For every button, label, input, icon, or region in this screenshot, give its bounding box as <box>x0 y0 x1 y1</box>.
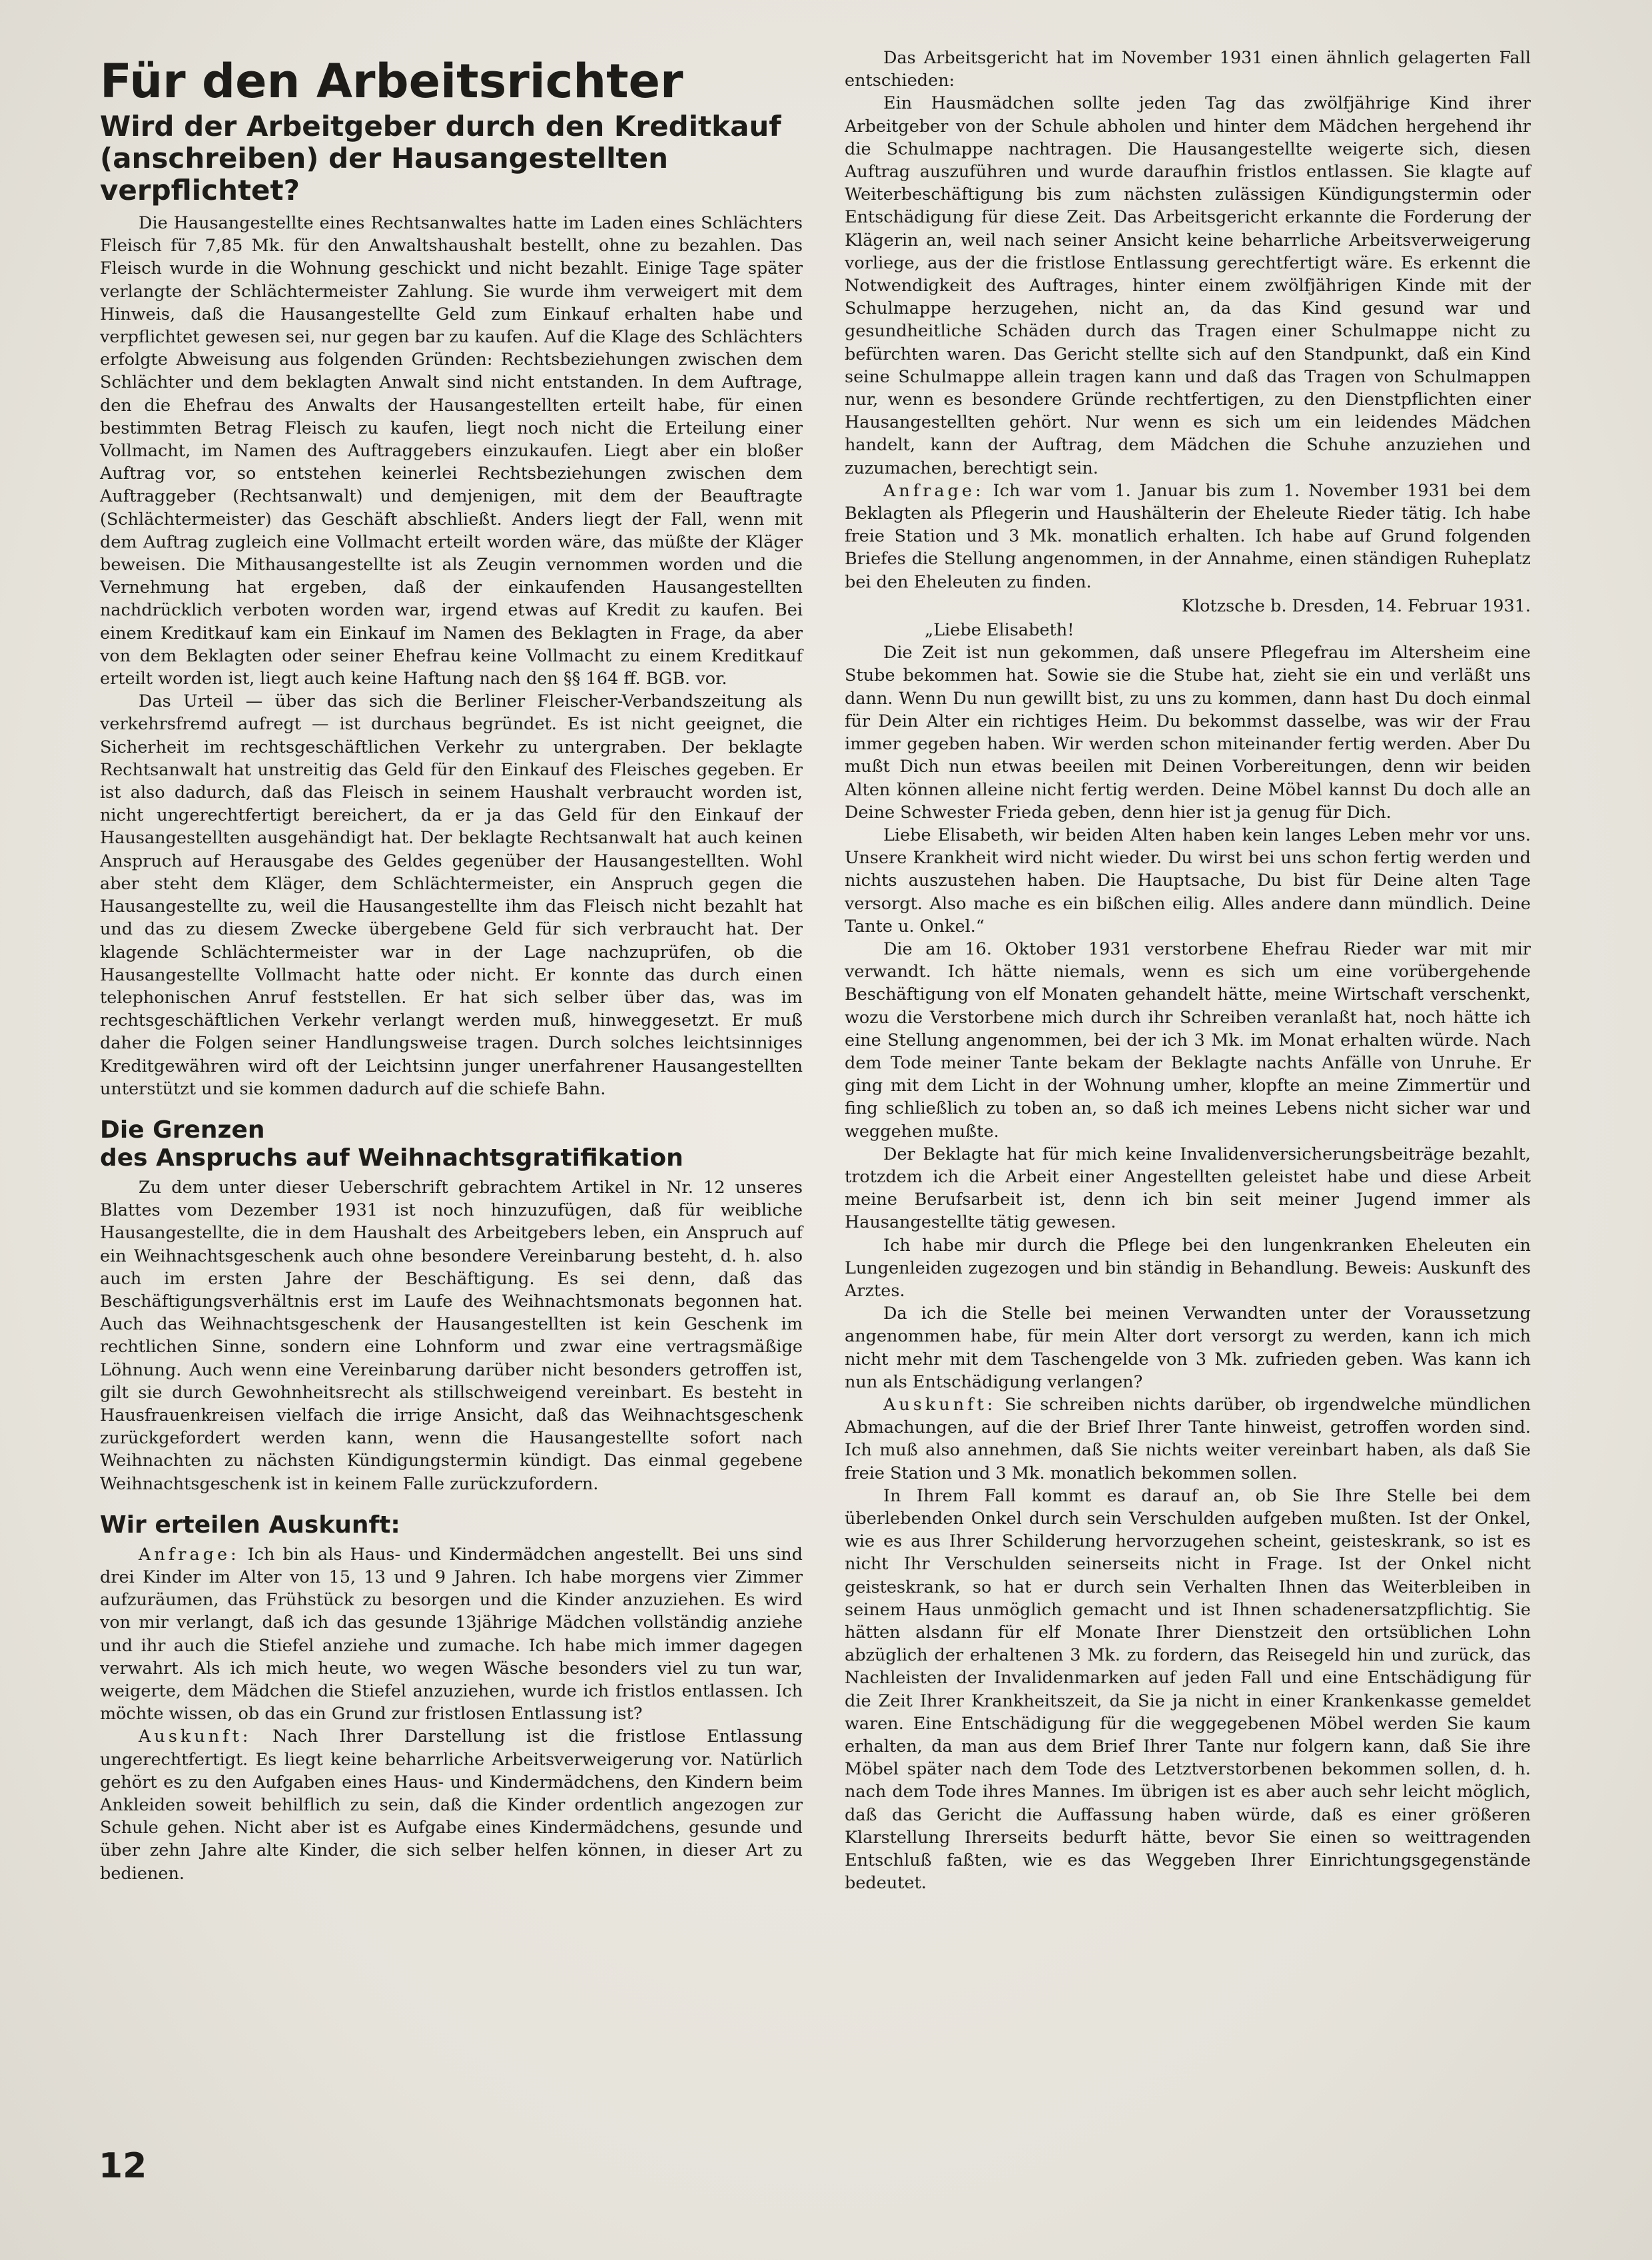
right-paragraph-7: In Ihrem Fall kommt es darauf an, ob Sie Ihre Stelle bei dem überlebenden Onkel durch sein Verschulden aufgeben mußten. Ist der Onkel, wie es aus Ihrer Schilderung hervorzugehen scheint, geisteskrank, so ist es nicht Ihr Verschulden seinerseits nicht in Frage. Ist der Onkel nicht geisteskrank, so hat er durch sein Verhalten Ihnen das Weiterbleiben in seinem Haus unmöglich gemacht und ist Ihnen schadenersatzpflichtig. Sie hätten alsdann für elf Monate Ihrer Dienstzeit den ortsüblichen Lohn abzüglich der erhaltenen 3 Mk. zu fordern, das Reisegeld hin und zurück, das Nachleisten der Invalidenmarken auf jeden Fall und eine Entschädigung für die Zeit Ihrer Krankheitszeit, da Sie ja nicht in einer Krankenkasse gemeldet waren. Eine Entschädigung für die weggegebenen Möbel werden Sie kaum erhalten, da man aus dem Brief Ihrer Tante nur folgern kann, daß Sie ihre Möbel später nach dem Tode des Letztverstorbenen bekommen sollen, d. h. nach dem Tode ihres Mannes. Im übrigen ist es aber auch sehr leicht möglich, daß das Gericht die Auffassung haben würde, daß es einer größeren Klarstellung Ihrerseits bedurft hätte, bevor Sie einen so weittragenden Entschluß faßten, wie es das Weggeben Ihrer Einrichtungsgegenstände bedeutet. <box>845 1485 1531 1894</box>
letter-paragraph-2: Liebe Elisabeth, wir beiden Alten haben kein langes Leben mehr vor uns. Unsere Krankheit wird nicht wieder. Du wirst bei uns schon fertig werden und nichts auszustehen haben. Die Hauptsache, Du bist für Deine alten Tage versorgt. Also mache es ein bißchen eilig. Alles andere dann mündlich. Deine Tante u. Onkel.“ <box>845 825 1531 937</box>
right-paragraph-3: Die am 16. Oktober 1931 verstorbene Ehefrau Rieder war mit mir verwandt. Ich hätte niemals, wenn es sich um eine vorübergehende Beschäftigung von elf Monaten gehandelt hätte, meine Wirtschaft verschenkt, wozu die Verstorbene mich durch ihr Schreiben veranlaßt hat, noch hätte ich eine Stellung angenommen, bei der ich 3 Mk. im Monat erhalten würde. Nach dem Tode meiner Tante bekam der Beklagte nachts Anfälle von Unruhe. Er ging mit dem Licht in der Wohnung umher, klopfte an meine Zimmertür und fing schließlich zu toben an, so daß ich meines Lebens nicht sicher war und weggehen mußte. <box>845 939 1531 1142</box>
question-label: Anfrage: <box>139 1544 240 1565</box>
question-text: Ich bin als Haus- und Kindermädchen angestellt. Bei uns sind drei Kinder im Alter von 15, 13 und 9 Jahren. Ich habe morgens vier Zimmer aufzuräumen, das Frühstück zu besorgen und die Kinder anzuziehen. Es wird von mir verlangt, daß ich das gesunde 13jährige Mädchen vollständig anziehe und ihr auch die Stiefel anziehe und zumache. Ich habe mich immer dagegen verwahrt. Als ich mich heute, wo wegen Wäsche besonders viel zu tun war, weigerte, dem Mädchen die Stiefel anzuziehen, wurde ich fristlos entlassen. Ich möchte wissen, ob das ein Grund zur fristlosen Entlassung ist? <box>100 1544 803 1724</box>
right-paragraph-6: Da ich die Stelle bei meinen Verwandten unter der Voraussetzung angenommen habe, für mein Alter dort versorgt zu werden, kann ich mich nicht mehr mit dem Taschengelde von 3 Mk. zufrieden geben. Was kann ich nun als Entschädigung verlangen? <box>845 1304 1531 1392</box>
article-paragraph-1: Die Hausangestellte eines Rechtsanwaltes hatte im Laden eines Schlächters Fleisch für 7,85 Mk. für den Anwaltshaushalt bestellt, ohne zu bezahlen. Das Fleisch wurde in die Wohnung geschickt und nicht bezahlt. Einige Tage später verlangte der Schlächtermeister Zahlung. Sie wurde ihm verweigert mit dem Hinweis, daß die Hausangestellte Geld zum Einkauf erhalten habe und verpflichtet gewesen sei, nur gegen bar zu kaufen. Auf die Klage des Schlächters erfolgte Abweisung aus folgenden Gründen: Rechtsbeziehungen zwischen dem Schlächter und dem beklagten Anwalt sind nicht entstanden. In dem Auftrage, den die Ehefrau des Anwalts der Hausangestellten erteilt habe, für einen bestimmten Betrag Fleisch zu kaufen, liegt noch nicht die Erteilung einer Vollmacht, im Namen des Auftraggebers einzukaufen. Liegt aber ein bloßer Auftrag vor, so entstehen keinerlei Rechtsbeziehungen zwischen dem Auftraggeber (Rechtsanwalt) und demjenigen, mit dem der Beauftragte (Schlächtermeister) das Geschäft abschließt. Anders liegt der Fall, wenn mit dem Auftrag zugleich eine Vollmacht erteilt worden wäre, das müßte der Kläger beweisen. Die Mithausangestellte ist als Zeugin vernommen worden und die Vernehmung hat ergeben, daß der einkaufenden Hausangestellten nachdrücklich verboten worden war, irgend etwas auf Kredit zu kaufen. Bei einem Kreditkauf kam ein Einkauf im Namen des Beklagten in Frage, da aber von dem Beklagten oder seiner Ehefrau keine Vollmacht zu einem Kreditkauf erteilt worden ist, liegt auch keine Haftung nach den §§ 164 ff. BGB. vor. <box>100 213 803 689</box>
answer-text: Nach Ihrer Darstellung ist die fristlose Entlassung ungerechtfertigt. Es liegt keine beharrliche Arbeitsverweigerung vor. Natürlich gehört es zu den Aufgaben eines Haus- und Kindermädchens, den Kindern beim Ankleiden soweit behilflich zu sein, daß die Kinder ordentlich angezogen zur Schule gehen. Nicht aber ist es Aufgabe eines Kindermädchens, gesunde und über zehn Jahre alte Kinder, die sich selber helfen können, in dieser Art zu bedienen. <box>100 1726 803 1884</box>
section-title-line-1: Die Grenzen <box>100 1116 265 1144</box>
right-paragraph-5: Ich habe mir durch die Pflege bei den lungenkranken Eheleuten ein Lungenleiden zugezogen und bin ständig in Behandlung. Beweis: Auskunft des Arztes. <box>845 1235 1531 1301</box>
right-paragraph-2: Ein Hausmädchen sollte jeden Tag das zwölfjährige Kind ihrer Arbeitgeber von der Schule abholen und hinter dem Mädchen hergehend ihr die Schulmappe nachtragen. Die Hausangestellte weigerte sich, diesen Auftrag auszuführen und wurde daraufhin fristlos entlassen. Sie klagte auf Weiterbeschäftigung bis zum nächsten zulässigen Kündigungstermin oder Entschädigung für diese Zeit. Das Arbeitsgericht erkannte die Forderung der Klägerin an, weil nach seiner Ansicht keine beharrliche Arbeitsverweigerung vorliege, aus der die fristlose Entlassung gerechtfertigt wäre. Es erkennt die Notwendigkeit des Auftrages, hinter einem zwölfjährigen Kinde mit der Schulmappe herzugehen, nicht an, da das Kind gesund war und gesundheitliche Schäden durch das Tragen einer Schulmappe nicht zu befürchten waren. Das Gericht stellte sich auf den Standpunkt, daß ein Kind seine Schulmappe allein tragen kann und daß das Tragen von Schulmappen nur, wenn es besondere Gründe rechtfertigen, zu den Dienstpflichten einer Hausangestellten gehört. Nur wenn es sich um ein leidendes Mädchen handelt, kann der Auftrag, dem Mädchen die Schuhe anzuziehen und zuzumachen, berechtigt sein. <box>845 93 1531 478</box>
answer-1 <box>100 1725 803 1884</box>
section-title-auskunft: Wir erteilen Auskunft: <box>100 1511 400 1539</box>
question-label: Anfrage: <box>883 480 985 501</box>
section-title-line-2: des Anspruchs auf Weihnachtsgratifikation <box>100 1144 683 1172</box>
right-paragraph-1: Das Arbeitsgericht hat im November 1931 einen ähnlich gelagerten Fall entschieden: <box>845 48 1531 91</box>
letter-paragraph-1: Die Zeit ist nun gekommen, daß unsere Pflegefrau im Altersheim eine Stube bekommen hat. Sowie sie die Stube hat, zieht sie ein und verläßt uns dann. Wenn Du nun gewillt bist, zu uns zu kommen, dann hast Du doch einmal für Dein Alter ein richtiges Heim. Du bekommst dasselbe, was wir der Frau immer gegeben haben. Wir werden schon miteinander fertig werden. Aber Du mußt Dich nun etwas beeilen mit Deinen Vorbereitungen, denn wir beiden Alten können alleine nicht fertig werden. Deine Möbel kannst Du doch alle an Deine Schwester Frieda geben, denn hier ist ja genug für Dich. <box>845 643 1531 823</box>
question-1 <box>100 1543 803 1726</box>
question-2 <box>845 480 1531 593</box>
right-paragraph-4: Der Beklagte hat für mich keine Invalidenversicherungsbeiträge bezahlt, trotzdem ich die Arbeit einer Angestellten geleistet habe und diese Arbeit meine Berufsarbeit ist, denn ich bin seit meiner Jugend immer als Hausangestellte tätig gewesen. <box>845 1144 1531 1233</box>
answer-text: Sie schreiben nichts darüber, ob irgendwelche mündlichen Abmachungen, auf die der Brief Ihrer Tante hinweist, getroffen worden sind. Ich muß also annehmen, daß Sie nichts weiter vereinbart haben, als daß Sie freie Station und 3 Mk. monatlich bekommen sollen. <box>845 1394 1531 1483</box>
left-column <box>100 47 803 1885</box>
answer-label: Auskunft: <box>139 1726 252 1747</box>
page-number: 12 <box>99 2146 147 2186</box>
letter-salutation: „Liebe Elisabeth! <box>925 620 1074 641</box>
answer-2 <box>845 1393 1531 1485</box>
answer-label: Auskunft: <box>883 1394 997 1415</box>
question-text: Ich war vom 1. Januar bis zum 1. November 1931 bei dem Beklagten als Pflegerin und Haushälterin der Eheleute Rieder tätig. Ich habe freie Station und 3 Mk. monatlich erhalten. Ich habe auf Grund folgenden Briefes die Stellung angenommen, in der Annahme, einen ständigen Ruheplatz bei den Eheleuten zu finden. <box>845 480 1531 592</box>
article-subtitle: Wird der Arbeitgeber durch den Kreditkauf (anschreiben) der Hausangestellten verpflichtet? <box>100 110 781 206</box>
article-paragraph-2: Das Urteil — über das sich die Berliner Fleischer-Verbandszeitung als verkehrsfremd aufregt — ist durchaus begründet. Es ist nicht geeignet, die Sicherheit im rechtsgeschäftlichen Verkehr zu untergraben. Der beklagte Rechtsanwalt hat unstreitig das Geld für den Einkauf des Fleisches gegeben. Er ist also dadurch, daß das Fleisch in seinem Haushalt verbraucht worden ist, nicht ungerechtfertigt bereichert, da er ja das Geld für den Einkauf der Hausangestellten ausgehändigt hat. Der beklagte Rechtsanwalt hat auch keinen Anspruch auf Herausgabe des Geldes gegenüber der Hausangestellten. Wohl aber steht dem Kläger, dem Schlächtermeister, ein Anspruch gegen die Hausangestellte zu, weil die Hausangestellte ihm das Fleisch nicht bezahlt hat und das zu diesem Zwecke übergebene Geld für sich verbraucht hat. Der klagende Schlächtermeister war in der Lage nachzuprüfen, ob die Hausangestellte Vollmacht hatte oder nicht. Er konnte das durch einen telephonischen Anruf feststellen. Er hat sich selber über das, was im rechtsgeschäftlichen Verkehr verlangt werden muß, hinweggesetzt. Er muß daher die Folgen seiner Handlungsweise tragen. Durch solches leichtsinniges Kreditgewähren wird oft der Leichtsinn junger unerfahrener Hausangestellten unterstützt und sie kommen dadurch auf die schiefe Bahn. <box>100 691 803 1099</box>
right-column <box>845 47 1531 1894</box>
section2-paragraph: Zu dem unter dieser Ueberschrift gebrachtem Artikel in Nr. 12 unseres Blattes vom Dezember 1931 ist noch hinzuzufügen, daß für weibliche Hausangestellte, die in dem Haushalt des Arbeitgebers leben, ein Anspruch auf ein Weihnachtsgeschenk auch ohne besondere Vereinbarung besteht, d. h. also auch im ersten Jahre der Beschäftigung. Es sei denn, daß das Beschäftigungsverhältnis erst im Laufe des Weihnachtsmonats begonnen hat. Auch das Weihnachtsgeschenk der Hausangestellten ist kein Geschenk im rechtlichen Sinne, sondern eine Lohnform und zwar eine vertragsmäßige Löhnung. Auch wenn eine Vereinbarung darüber nicht besonders getroffen ist, gilt sie durch Gewohnheitsrecht als stillschweigend vereinbart. Es besteht in Hausfrauenkreisen vielfach die irrige Ansicht, daß das Weihnachtsgeschenk zurückgefordert werden kann, wenn die Hausangestellte sofort nach Weihnachten zu nächsten Kündigungstermin kündigt. Das einmal gegebene Weihnachtsgeschenk ist in keinem Falle zurückzufordern. <box>100 1177 803 1494</box>
section-title-weihnachtsgratifikation <box>100 1116 803 1172</box>
page-title: Für den Arbeitsrichter <box>100 54 683 109</box>
letter-dateline: Klotzsche b. Dresden, 14. Februar 1931. <box>1181 595 1531 616</box>
